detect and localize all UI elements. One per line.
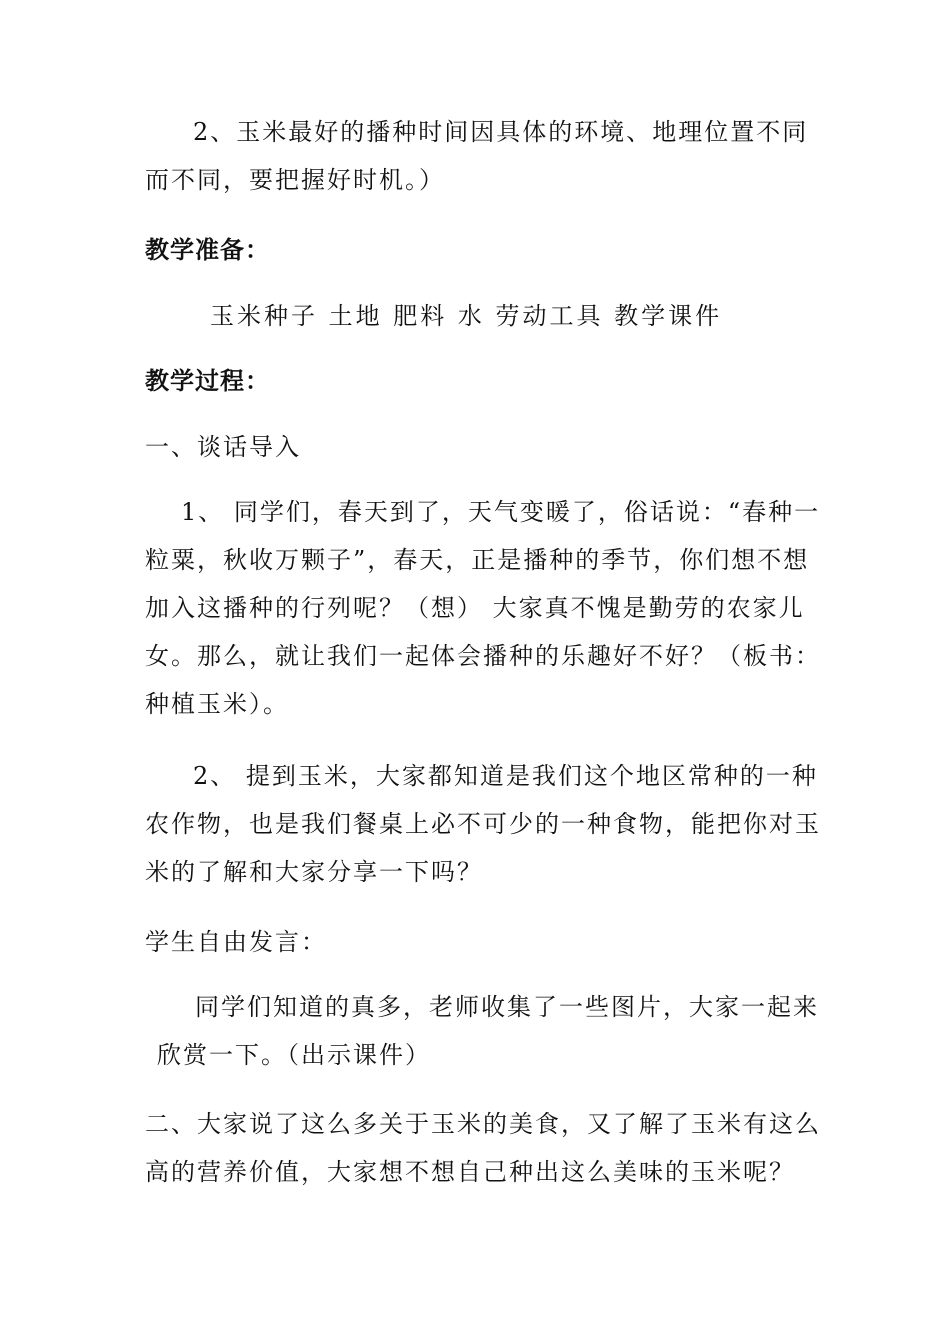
text-line: 加入这播种的行列呢？（想） 大家真不愧是勤劳的农家儿 — [145, 594, 805, 622]
text-line: 2、 提到玉米，大家都知道是我们这个地区常种的一种 — [193, 762, 818, 790]
student-speak-label: 学生自由发言： — [145, 928, 327, 956]
text-line: 而不同，要把握好时机。） — [145, 166, 445, 194]
text-line: 同学们知道的真多，老师收集了一些图片，大家一起来 — [195, 993, 819, 1021]
section-heading-two — [145, 1100, 821, 1196]
text-line: 种植玉米）。 — [145, 690, 289, 718]
text-line: 1、 同学们，春天到了，天气变暖了，俗话说：“春种一 — [181, 498, 821, 526]
text-line: 女。那么，就让我们一起体会播种的乐趣好不好？（板书： — [145, 642, 821, 670]
text-line: 高的营养价值，大家想不想自己种出这么美味的玉米呢？ — [145, 1158, 795, 1186]
text-line: 二、大家说了这么多关于玉米的美食，又了解了玉米有这么 — [145, 1110, 821, 1138]
text-line: 欣赏一下。（出示课件） — [157, 1041, 431, 1069]
heading-teaching-preparation: 教学准备： — [145, 236, 270, 264]
paragraph-two — [145, 752, 821, 896]
section-heading-one: 一、谈话导入 — [145, 433, 301, 461]
text-line: 2、玉米最好的播种时间因具体的环境、地理位置不同 — [193, 118, 809, 146]
paragraph-one — [145, 488, 821, 728]
heading-teaching-process: 教学过程： — [145, 367, 270, 395]
teacher-note — [145, 983, 819, 1079]
text-line: 粒粟，秋收万颗子”，春天，正是播种的季节，你们想不想 — [145, 546, 810, 574]
materials-list: 玉米种子 土地 肥料 水 劳动工具 教学课件 — [210, 302, 723, 330]
paragraph-intro — [145, 108, 810, 204]
text-line: 农作物，也是我们餐桌上必不可少的一种食物，能把你对玉 — [145, 810, 821, 838]
text-line: 米的了解和大家分享一下吗？ — [145, 858, 483, 886]
